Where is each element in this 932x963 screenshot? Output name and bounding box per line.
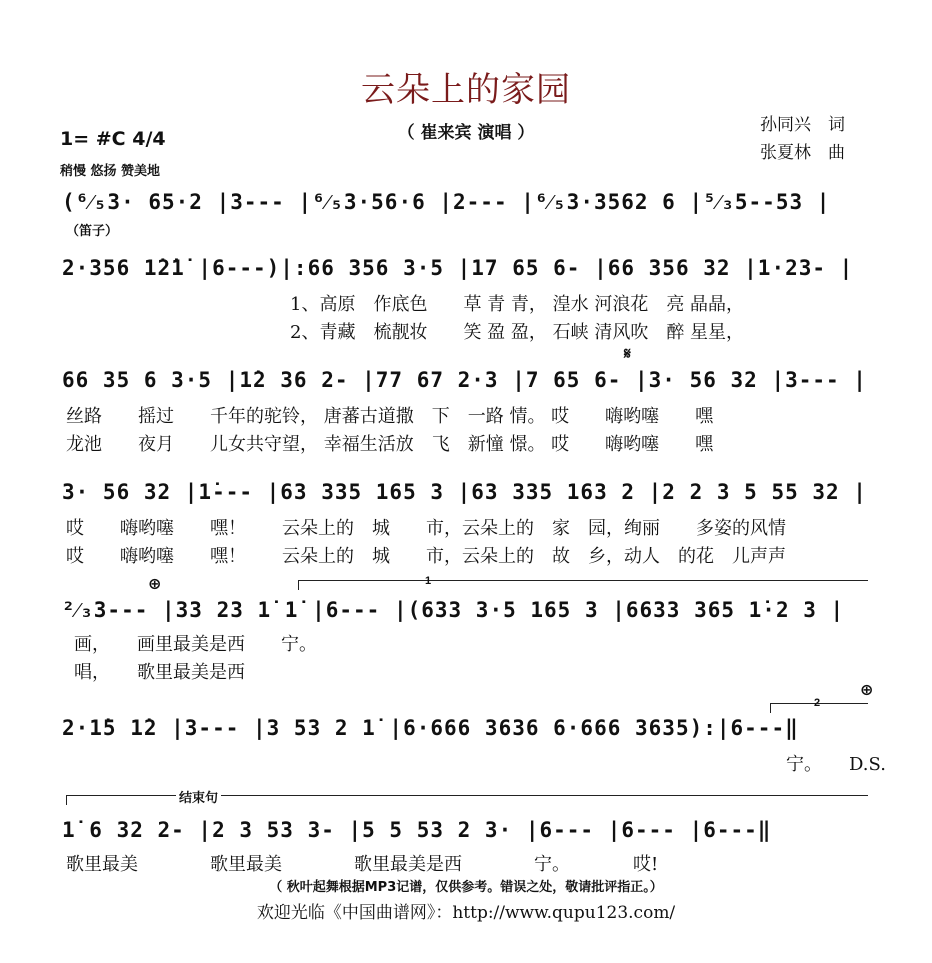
lyric-v2-line2: 2、青藏 梳靓妆 笑 盈 盈， 石峡 清风吹 醉 星星， [290,322,745,343]
lyric-v1-line4: 哎 嗨哟噻 嘿！ 云朵上的 城 市，云朵上的 家 园，绚丽 多姿的风情 [66,518,786,539]
lyric-v1-line2: 1、高原 作底色 草 青 青， 湟水 河浪花 亮 晶晶， [290,294,745,315]
lyric-line6: 宁。 D.S. [786,754,886,775]
volta-1-bracket [298,580,868,581]
song-title: 云朵上的家园 [361,70,571,110]
volta-2-label: 2 [814,697,821,709]
tempo-marking: 稍慢 悠扬 赞美地 [60,164,161,179]
lyric-v1-line5: 画， 画里最美是西 宁。 [74,634,317,655]
lyric-line7: 歌里最美 歌里最美 歌里最美是西 宁。 哎! [66,854,659,875]
singer-credit: （ 崔来宾 演唱 ） [397,123,535,143]
ending-label: 结束句 [176,787,221,806]
lyricist-credit: 孙同兴 词 [760,115,845,135]
composer-credit: 张夏林 曲 [760,143,845,163]
key-signature: 1= #C 4/4 [60,128,166,150]
volta-1-label: 1 [425,575,432,587]
coda-icon: ⊕ [148,574,162,593]
coda-icon: ⊕ [860,680,874,699]
lyric-v2-line4: 哎 嗨哟噻 嘿！ 云朵上的 城 市，云朵上的 故 乡，动人 的花 儿声声 [66,546,786,567]
score-line-5: ²⁄₃3--- |33 23 1̇ 1̇ |6--- |(633 3·5 165 3 |6633 365 1̇·2 3 | [62,598,845,622]
intro-label: （笛子） [66,224,119,239]
score-line-4: 3· 56 32 |1̇--- |63 335 165 3 |63 335 163 2 |2 2 3 5 55 32 | [62,480,867,504]
lyric-v2-line5: 唱， 歌里最美是西 [74,662,245,683]
transcriber-note: （ 秋叶起舞根据MP3记谱，仅供参考。错误之处，敬请批评指正。） [269,880,663,895]
segno-icon: 𝄋 [624,344,631,363]
score-line-1: (⁶⁄₅3· 65·2 |3--- |⁶⁄₅3·56·6 |2--- |⁶⁄₅3·3562 6 |⁵⁄₃5--53 | [62,190,831,214]
score-line-3: 66 35 6 3·5 |1̇2 36 2- |77 67 2·3 |7 65 6- |3· 56 32 |3--- | [62,368,867,392]
volta-2-bracket-end [770,703,771,713]
site-link[interactable]: 欢迎光临《中国曲谱网》：http://www.qupu123.com/ [256,903,676,923]
score-line-7: 1̇ 6 32 2- |2 3 53 3- |5 5 53 2 3· |6--- |6--- |6---‖ [62,818,772,842]
lyric-v1-line3: 丝路 摇过 千年的驼铃， 唐蕃古道撒 下 一路 情。 哎 嗨哟噻 嘿 [66,406,714,427]
ending-bracket-start [66,795,67,805]
lyric-v2-line3: 龙池 夜月 儿女共守望， 幸福生活放 飞 新憧 憬。 哎 嗨哟噻 嘿 [66,434,714,455]
score-line-6: 2·1̇5 1̇2 |3--- |3 53 2 1̇ |6·666 3636 6·666 3635):|6---‖ [62,716,799,740]
volta-1-bracket-end [298,580,299,590]
score-line-2: 2·356 1̇2̇1̇ |6---)|:66 356 3·5 |17 65 6- |66 356 32 |1·23- | [62,256,854,280]
